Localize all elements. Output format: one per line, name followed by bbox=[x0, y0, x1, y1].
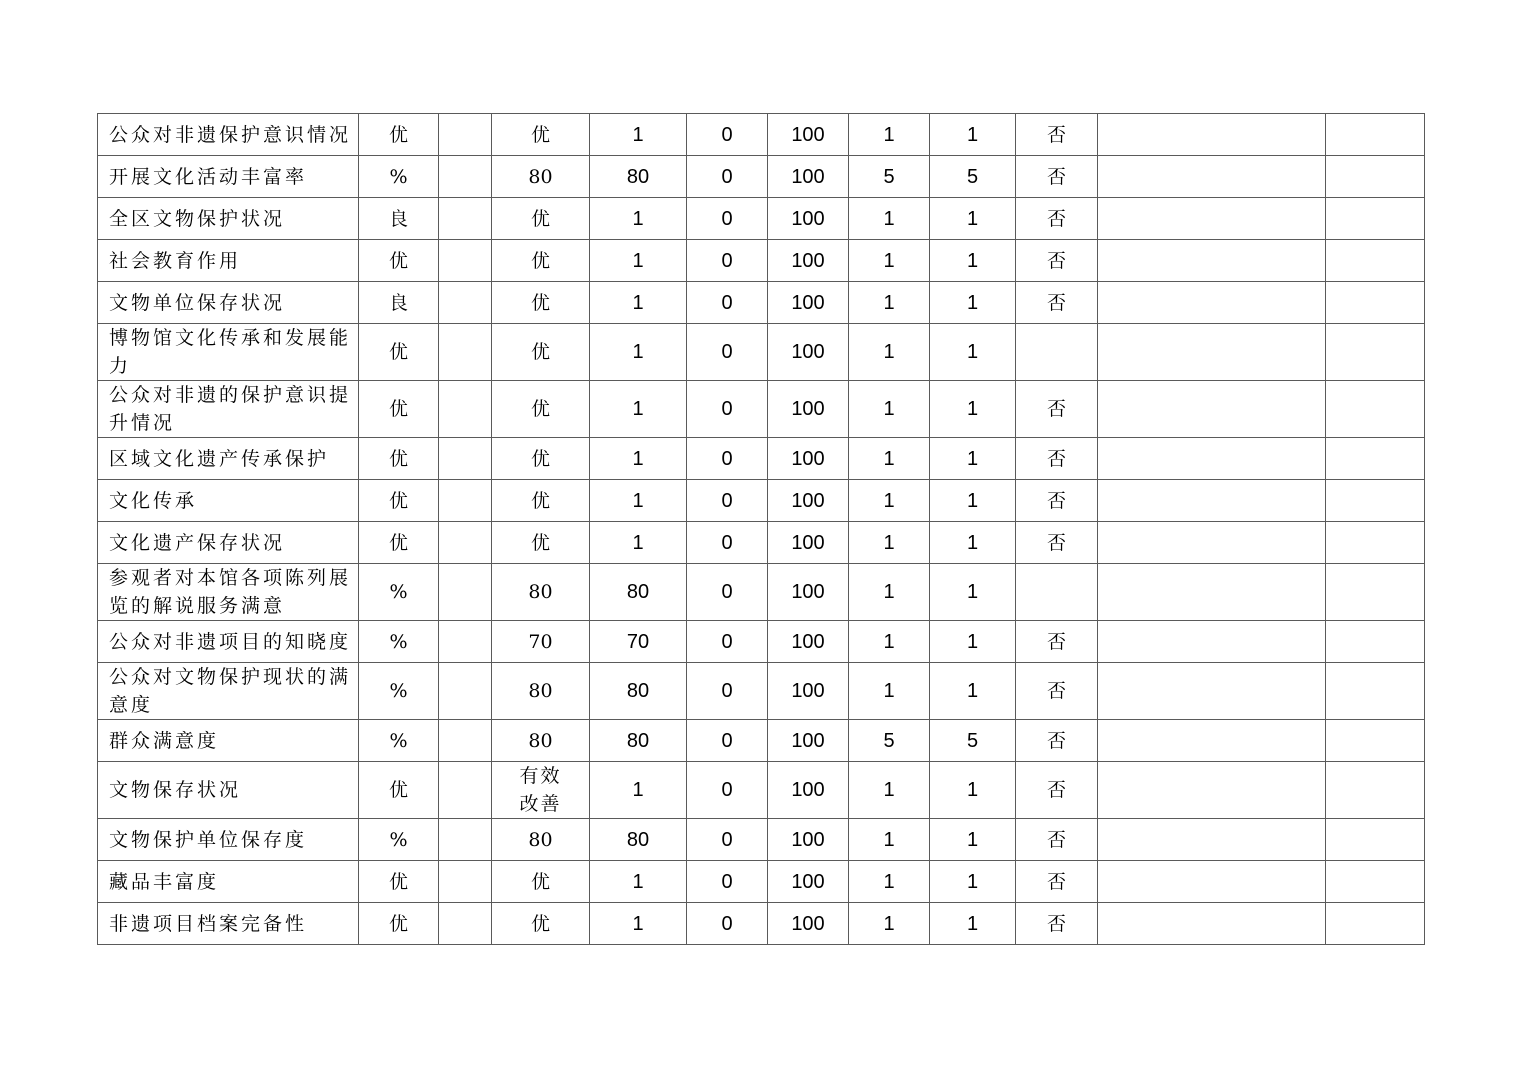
value-cell-9: 1 bbox=[930, 324, 1016, 381]
value-cell-6: 0 bbox=[687, 522, 768, 564]
value-cell-6: 0 bbox=[687, 240, 768, 282]
value-cell-7: 100 bbox=[768, 663, 849, 720]
empty-cell-12 bbox=[1326, 324, 1425, 381]
value-cell-6: 0 bbox=[687, 762, 768, 819]
value-cell-9: 1 bbox=[930, 522, 1016, 564]
unit-cell: % bbox=[359, 621, 439, 663]
empty-cell-12 bbox=[1326, 114, 1425, 156]
empty-cell-11 bbox=[1098, 324, 1326, 381]
flag-cell: 否 bbox=[1016, 240, 1098, 282]
flag-cell: 否 bbox=[1016, 438, 1098, 480]
flag-cell bbox=[1016, 564, 1098, 621]
indicator-name-cell: 文物单位保存状况 bbox=[98, 282, 359, 324]
empty-cell-3 bbox=[439, 240, 492, 282]
empty-cell-3 bbox=[439, 480, 492, 522]
value-cell-9: 1 bbox=[930, 438, 1016, 480]
value-cell-8: 1 bbox=[849, 282, 930, 324]
actual-value-cell: 1 bbox=[590, 114, 687, 156]
table-row-1 bbox=[98, 114, 1425, 156]
unit-cell: 优 bbox=[359, 480, 439, 522]
value-cell-7: 100 bbox=[768, 198, 849, 240]
value-cell-7: 100 bbox=[768, 240, 849, 282]
value-cell-9: 1 bbox=[930, 819, 1016, 861]
empty-cell-11 bbox=[1098, 114, 1326, 156]
empty-cell-12 bbox=[1326, 762, 1425, 819]
value-cell-6: 0 bbox=[687, 282, 768, 324]
empty-cell-3 bbox=[439, 663, 492, 720]
flag-cell: 否 bbox=[1016, 819, 1098, 861]
empty-cell-12 bbox=[1326, 198, 1425, 240]
actual-value-cell: 1 bbox=[590, 381, 687, 438]
value-cell-9: 1 bbox=[930, 480, 1016, 522]
flag-cell: 否 bbox=[1016, 621, 1098, 663]
value-cell-7: 100 bbox=[768, 438, 849, 480]
indicator-name-cell: 博物馆文化传承和发展能力 bbox=[98, 324, 359, 381]
unit-cell: 优 bbox=[359, 324, 439, 381]
unit-cell: 优 bbox=[359, 114, 439, 156]
empty-cell-3 bbox=[439, 114, 492, 156]
target-value-cell: 70 bbox=[492, 621, 590, 663]
value-cell-7: 100 bbox=[768, 720, 849, 762]
value-cell-8: 1 bbox=[849, 324, 930, 381]
empty-cell-3 bbox=[439, 381, 492, 438]
empty-cell-12 bbox=[1326, 480, 1425, 522]
empty-cell-3 bbox=[439, 522, 492, 564]
value-cell-6: 0 bbox=[687, 198, 768, 240]
unit-cell: 优 bbox=[359, 861, 439, 903]
value-cell-9: 1 bbox=[930, 282, 1016, 324]
unit-cell: 优 bbox=[359, 438, 439, 480]
table-row-5 bbox=[98, 282, 1425, 324]
value-cell-7: 100 bbox=[768, 381, 849, 438]
value-cell-6: 0 bbox=[687, 114, 768, 156]
empty-cell-11 bbox=[1098, 522, 1326, 564]
value-cell-9: 1 bbox=[930, 762, 1016, 819]
unit-cell: % bbox=[359, 564, 439, 621]
empty-cell-12 bbox=[1326, 438, 1425, 480]
value-cell-9: 1 bbox=[930, 114, 1016, 156]
unit-cell: 优 bbox=[359, 522, 439, 564]
value-cell-8: 1 bbox=[849, 381, 930, 438]
indicator-name-cell: 群众满意度 bbox=[98, 720, 359, 762]
value-cell-6: 0 bbox=[687, 663, 768, 720]
actual-value-cell: 1 bbox=[590, 903, 687, 945]
flag-cell: 否 bbox=[1016, 114, 1098, 156]
value-cell-7: 100 bbox=[768, 903, 849, 945]
value-cell-8: 5 bbox=[849, 720, 930, 762]
actual-value-cell: 80 bbox=[590, 564, 687, 621]
value-cell-6: 0 bbox=[687, 324, 768, 381]
target-value-cell: 优 bbox=[492, 114, 590, 156]
unit-cell: % bbox=[359, 156, 439, 198]
empty-cell-12 bbox=[1326, 621, 1425, 663]
indicator-name-cell: 全区文物保护状况 bbox=[98, 198, 359, 240]
flag-cell bbox=[1016, 324, 1098, 381]
indicator-name-cell: 公众对非遗项目的知晓度 bbox=[98, 621, 359, 663]
unit-cell: 优 bbox=[359, 903, 439, 945]
actual-value-cell: 1 bbox=[590, 522, 687, 564]
value-cell-6: 0 bbox=[687, 621, 768, 663]
table-row-3 bbox=[98, 198, 1425, 240]
empty-cell-11 bbox=[1098, 903, 1326, 945]
value-cell-7: 100 bbox=[768, 156, 849, 198]
value-cell-9: 1 bbox=[930, 564, 1016, 621]
empty-cell-3 bbox=[439, 324, 492, 381]
value-cell-7: 100 bbox=[768, 324, 849, 381]
unit-cell: % bbox=[359, 819, 439, 861]
value-cell-8: 1 bbox=[849, 903, 930, 945]
table-row-10 bbox=[98, 522, 1425, 564]
value-cell-6: 0 bbox=[687, 720, 768, 762]
actual-value-cell: 1 bbox=[590, 438, 687, 480]
empty-cell-11 bbox=[1098, 480, 1326, 522]
value-cell-6: 0 bbox=[687, 381, 768, 438]
table-row-13 bbox=[98, 663, 1425, 720]
target-value-cell: 优 bbox=[492, 861, 590, 903]
empty-cell-12 bbox=[1326, 819, 1425, 861]
value-cell-6: 0 bbox=[687, 861, 768, 903]
target-value-cell: 80 bbox=[492, 720, 590, 762]
table-row-17 bbox=[98, 861, 1425, 903]
empty-cell-11 bbox=[1098, 156, 1326, 198]
empty-cell-3 bbox=[439, 438, 492, 480]
value-cell-7: 100 bbox=[768, 621, 849, 663]
table-row-7 bbox=[98, 381, 1425, 438]
flag-cell: 否 bbox=[1016, 282, 1098, 324]
value-cell-6: 0 bbox=[687, 480, 768, 522]
actual-value-cell: 80 bbox=[590, 663, 687, 720]
target-value-cell: 80 bbox=[492, 564, 590, 621]
empty-cell-11 bbox=[1098, 198, 1326, 240]
value-cell-8: 1 bbox=[849, 564, 930, 621]
actual-value-cell: 80 bbox=[590, 156, 687, 198]
table-row-11 bbox=[98, 564, 1425, 621]
value-cell-8: 1 bbox=[849, 663, 930, 720]
table-row-2 bbox=[98, 156, 1425, 198]
flag-cell: 否 bbox=[1016, 198, 1098, 240]
table-row-9 bbox=[98, 480, 1425, 522]
empty-cell-12 bbox=[1326, 564, 1425, 621]
empty-cell-3 bbox=[439, 861, 492, 903]
value-cell-8: 1 bbox=[849, 198, 930, 240]
empty-cell-12 bbox=[1326, 522, 1425, 564]
indicator-name-cell: 非遗项目档案完备性 bbox=[98, 903, 359, 945]
unit-cell: 优 bbox=[359, 240, 439, 282]
indicator-name-cell: 文物保护单位保存度 bbox=[98, 819, 359, 861]
flag-cell: 否 bbox=[1016, 522, 1098, 564]
table-body bbox=[98, 114, 1425, 945]
actual-value-cell: 70 bbox=[590, 621, 687, 663]
table-row-8 bbox=[98, 438, 1425, 480]
target-value-cell: 优 bbox=[492, 240, 590, 282]
value-cell-9: 1 bbox=[930, 381, 1016, 438]
value-cell-9: 1 bbox=[930, 198, 1016, 240]
indicator-name-cell: 区域文化遗产传承保护 bbox=[98, 438, 359, 480]
value-cell-6: 0 bbox=[687, 564, 768, 621]
value-cell-7: 100 bbox=[768, 762, 849, 819]
target-value-cell: 优 bbox=[492, 198, 590, 240]
empty-cell-12 bbox=[1326, 861, 1425, 903]
table-row-18 bbox=[98, 903, 1425, 945]
value-cell-9: 1 bbox=[930, 861, 1016, 903]
empty-cell-12 bbox=[1326, 240, 1425, 282]
value-cell-7: 100 bbox=[768, 564, 849, 621]
indicator-name-cell: 藏品丰富度 bbox=[98, 861, 359, 903]
value-cell-9: 5 bbox=[930, 156, 1016, 198]
target-value-cell: 优 bbox=[492, 480, 590, 522]
value-cell-8: 1 bbox=[849, 762, 930, 819]
value-cell-6: 0 bbox=[687, 156, 768, 198]
empty-cell-12 bbox=[1326, 381, 1425, 438]
target-value-cell: 有效改善 bbox=[492, 762, 590, 819]
indicator-name-cell: 文化传承 bbox=[98, 480, 359, 522]
indicator-name-cell: 公众对文物保护现状的满意度 bbox=[98, 663, 359, 720]
value-cell-7: 100 bbox=[768, 522, 849, 564]
target-value-cell: 优 bbox=[492, 324, 590, 381]
empty-cell-3 bbox=[439, 720, 492, 762]
actual-value-cell: 80 bbox=[590, 819, 687, 861]
empty-cell-11 bbox=[1098, 438, 1326, 480]
performance-table-container bbox=[97, 113, 1424, 945]
actual-value-cell: 80 bbox=[590, 720, 687, 762]
indicator-name-cell: 公众对非遗保护意识情况 bbox=[98, 114, 359, 156]
unit-cell: % bbox=[359, 720, 439, 762]
flag-cell: 否 bbox=[1016, 381, 1098, 438]
empty-cell-12 bbox=[1326, 156, 1425, 198]
empty-cell-3 bbox=[439, 903, 492, 945]
value-cell-9: 1 bbox=[930, 903, 1016, 945]
value-cell-8: 1 bbox=[849, 240, 930, 282]
indicator-name-cell: 开展文化活动丰富率 bbox=[98, 156, 359, 198]
unit-cell: 优 bbox=[359, 381, 439, 438]
flag-cell: 否 bbox=[1016, 762, 1098, 819]
empty-cell-3 bbox=[439, 621, 492, 663]
empty-cell-11 bbox=[1098, 861, 1326, 903]
empty-cell-12 bbox=[1326, 282, 1425, 324]
target-value-cell: 优 bbox=[492, 522, 590, 564]
performance-indicator-table bbox=[97, 113, 1425, 945]
empty-cell-11 bbox=[1098, 240, 1326, 282]
value-cell-6: 0 bbox=[687, 438, 768, 480]
empty-cell-11 bbox=[1098, 564, 1326, 621]
value-cell-8: 1 bbox=[849, 480, 930, 522]
empty-cell-11 bbox=[1098, 381, 1326, 438]
indicator-name-cell: 文化遗产保存状况 bbox=[98, 522, 359, 564]
value-cell-9: 1 bbox=[930, 240, 1016, 282]
empty-cell-12 bbox=[1326, 903, 1425, 945]
value-cell-7: 100 bbox=[768, 282, 849, 324]
value-cell-7: 100 bbox=[768, 114, 849, 156]
unit-cell: 良 bbox=[359, 198, 439, 240]
empty-cell-3 bbox=[439, 198, 492, 240]
flag-cell: 否 bbox=[1016, 480, 1098, 522]
actual-value-cell: 1 bbox=[590, 324, 687, 381]
target-value-cell: 优 bbox=[492, 903, 590, 945]
value-cell-8: 1 bbox=[849, 861, 930, 903]
table-row-15 bbox=[98, 762, 1425, 819]
empty-cell-3 bbox=[439, 762, 492, 819]
empty-cell-12 bbox=[1326, 720, 1425, 762]
indicator-name-cell: 参观者对本馆各项陈列展览的解说服务满意 bbox=[98, 564, 359, 621]
actual-value-cell: 1 bbox=[590, 282, 687, 324]
actual-value-cell: 1 bbox=[590, 240, 687, 282]
indicator-name-cell: 公众对非遗的保护意识提升情况 bbox=[98, 381, 359, 438]
flag-cell: 否 bbox=[1016, 663, 1098, 720]
value-cell-8: 1 bbox=[849, 819, 930, 861]
target-value-cell: 80 bbox=[492, 819, 590, 861]
unit-cell: 良 bbox=[359, 282, 439, 324]
indicator-name-cell: 社会教育作用 bbox=[98, 240, 359, 282]
table-row-16 bbox=[98, 819, 1425, 861]
flag-cell: 否 bbox=[1016, 720, 1098, 762]
unit-cell: % bbox=[359, 663, 439, 720]
value-cell-8: 1 bbox=[849, 438, 930, 480]
value-cell-9: 5 bbox=[930, 720, 1016, 762]
empty-cell-3 bbox=[439, 564, 492, 621]
unit-cell: 优 bbox=[359, 762, 439, 819]
table-row-4 bbox=[98, 240, 1425, 282]
empty-cell-11 bbox=[1098, 663, 1326, 720]
actual-value-cell: 1 bbox=[590, 198, 687, 240]
actual-value-cell: 1 bbox=[590, 480, 687, 522]
flag-cell: 否 bbox=[1016, 861, 1098, 903]
empty-cell-3 bbox=[439, 282, 492, 324]
value-cell-7: 100 bbox=[768, 861, 849, 903]
table-row-12 bbox=[98, 621, 1425, 663]
empty-cell-11 bbox=[1098, 762, 1326, 819]
actual-value-cell: 1 bbox=[590, 762, 687, 819]
value-cell-8: 1 bbox=[849, 621, 930, 663]
value-cell-9: 1 bbox=[930, 621, 1016, 663]
target-value-cell: 优 bbox=[492, 282, 590, 324]
target-value-cell: 80 bbox=[492, 663, 590, 720]
target-value-cell: 优 bbox=[492, 438, 590, 480]
indicator-name-cell: 文物保存状况 bbox=[98, 762, 359, 819]
value-cell-8: 1 bbox=[849, 114, 930, 156]
value-cell-7: 100 bbox=[768, 480, 849, 522]
value-cell-8: 1 bbox=[849, 522, 930, 564]
table-row-6 bbox=[98, 324, 1425, 381]
value-cell-6: 0 bbox=[687, 819, 768, 861]
empty-cell-11 bbox=[1098, 720, 1326, 762]
empty-cell-3 bbox=[439, 156, 492, 198]
empty-cell-11 bbox=[1098, 282, 1326, 324]
value-cell-8: 5 bbox=[849, 156, 930, 198]
value-cell-7: 100 bbox=[768, 819, 849, 861]
target-value-cell: 80 bbox=[492, 156, 590, 198]
flag-cell: 否 bbox=[1016, 903, 1098, 945]
value-cell-6: 0 bbox=[687, 903, 768, 945]
empty-cell-3 bbox=[439, 819, 492, 861]
value-cell-9: 1 bbox=[930, 663, 1016, 720]
table-row-14 bbox=[98, 720, 1425, 762]
empty-cell-12 bbox=[1326, 663, 1425, 720]
target-value-cell: 优 bbox=[492, 381, 590, 438]
flag-cell: 否 bbox=[1016, 156, 1098, 198]
actual-value-cell: 1 bbox=[590, 861, 687, 903]
empty-cell-11 bbox=[1098, 621, 1326, 663]
empty-cell-11 bbox=[1098, 819, 1326, 861]
